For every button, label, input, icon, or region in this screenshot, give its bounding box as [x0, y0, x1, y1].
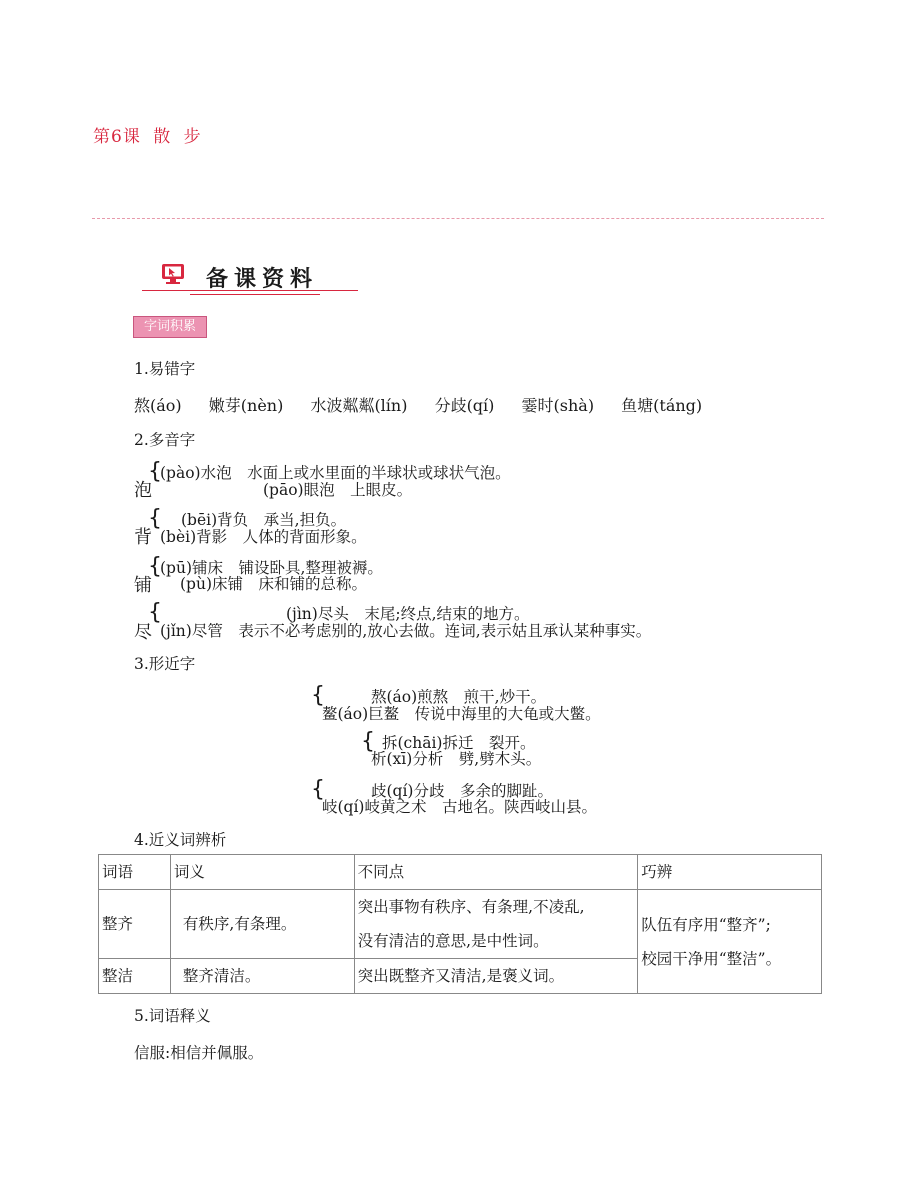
- table-cell: 突出既整齐又清洁,是褒义词。: [354, 959, 638, 994]
- word-item: 嫩芽(nèn): [208, 396, 284, 415]
- table-cell: 整齐: [99, 890, 171, 959]
- table-cell: [354, 890, 638, 959]
- polyphone-line: (pù)床铺 床和铺的总称。: [180, 575, 367, 593]
- polyphone-char: 背: [134, 527, 152, 548]
- polyphone-line: (jìn)尽头 末尾;终点,结束的地方。: [286, 605, 530, 623]
- similar-char-line: 拆(chāi)拆迁 裂开。: [382, 734, 536, 752]
- brace: {: [311, 777, 325, 802]
- monitor-icon: [161, 263, 185, 285]
- word-item: 鱼塘(táng): [621, 396, 703, 415]
- brace: {: [148, 506, 162, 531]
- brace: {: [148, 554, 162, 579]
- table-header: 词语: [99, 855, 171, 890]
- sec4-heading: 4.近义词辨析: [134, 831, 227, 849]
- polyphone-line: (bèi)背影 人体的背面形象。: [160, 528, 367, 546]
- polyphone-line: (jǐn)尽管 表示不必考虑别的,放心去做。连词,表示姑且承认某种事实。: [160, 622, 652, 640]
- word-item: 霎时(shà): [521, 396, 595, 415]
- lesson-number: 第6课: [93, 127, 141, 147]
- table-cell: 整洁: [99, 959, 171, 994]
- brace: {: [148, 459, 162, 484]
- section-tag: 字词积累: [133, 316, 207, 338]
- polyphone-char: 铺: [134, 575, 152, 596]
- table-header: 巧辨: [638, 855, 822, 890]
- lesson-name-char-2: 步: [183, 127, 202, 147]
- brace: {: [311, 683, 325, 708]
- word-item: 熬(áo): [134, 396, 182, 415]
- lesson-name-char-1: 散: [153, 127, 172, 147]
- table-header: 词义: [170, 855, 354, 890]
- table-cell: [638, 890, 822, 994]
- sec2-heading: 2.多音字: [134, 431, 196, 449]
- table-row: [99, 890, 822, 959]
- polyphone-line: (pū)铺床 铺设卧具,整理被褥。: [160, 559, 383, 577]
- polyphone-line: (pào)水泡 水面上或水里面的半球状或球状气泡。: [160, 464, 511, 482]
- word-item: 分歧(qí): [434, 396, 495, 415]
- polyphone-line: (bēi)背负 承当,担负。: [181, 511, 347, 529]
- banner-underline-short: [190, 294, 320, 295]
- sec5-heading: 5.词语释义: [134, 1007, 211, 1025]
- polyphone-char: 尽: [134, 622, 152, 643]
- sec3-heading: 3.形近字: [134, 655, 196, 673]
- similar-char-line: 熬(áo)煎熬 煎干,炒干。: [371, 688, 547, 706]
- table-cell: 整齐清洁。: [170, 959, 354, 994]
- table-cell: 有秩序,有条理。: [170, 890, 354, 959]
- similar-char-line: 鳌(áo)巨鳌 传说中海里的大龟或大鳖。: [322, 705, 601, 723]
- table-cell-line: 队伍有序用“整齐”;: [641, 915, 771, 934]
- table-cell-line: 没有清洁的意思,是中性词。: [357, 932, 549, 950]
- banner-title: 备课资料: [206, 266, 319, 292]
- sec1-heading: 1.易错字: [134, 360, 196, 378]
- word-item: 水波粼粼(lín): [310, 396, 408, 415]
- lesson-title: [93, 122, 202, 147]
- dashed-divider: [92, 218, 824, 219]
- brace: {: [361, 729, 375, 754]
- synonym-table: [98, 854, 822, 994]
- polyphone-line: (pāo)眼泡 上眼皮。: [263, 481, 413, 499]
- polyphone-char: 泡: [134, 480, 152, 501]
- similar-char-line: 析(xī)分析 劈,劈木头。: [371, 750, 542, 768]
- definition-item: 信服:相信并佩服。: [134, 1044, 264, 1062]
- table-cell-line: 突出事物有秩序、有条理,不凌乱,: [357, 898, 585, 916]
- similar-char-line: 歧(qí)分歧 多余的脚趾。: [371, 782, 553, 800]
- table-cell-line: 校园干净用“整洁”。: [641, 949, 782, 968]
- table-header: 不同点: [354, 855, 638, 890]
- brace: {: [148, 600, 162, 625]
- sec1-items: [134, 393, 702, 416]
- similar-char-line: 岐(qí)岐黄之术 古地名。陕西岐山县。: [322, 798, 597, 816]
- table-header-row: [99, 855, 822, 890]
- banner-underline: [142, 290, 358, 291]
